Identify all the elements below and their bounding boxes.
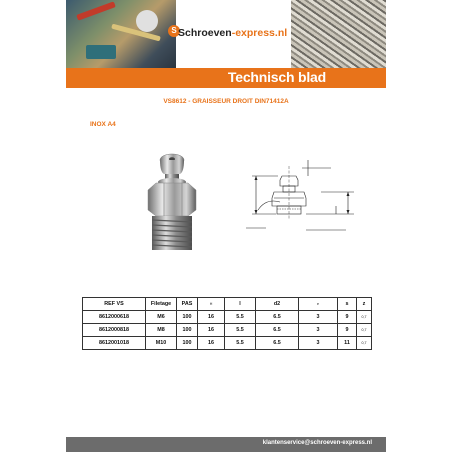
table-header-row <box>83 298 372 311</box>
cell-ref: 8612000818 <box>83 324 146 337</box>
cell-s: 11 <box>338 337 357 350</box>
cell-e: 3 <box>299 311 338 324</box>
cell-ref: 8612001018 <box>83 337 146 350</box>
header-s: s <box>338 298 357 311</box>
cell-pas: 100 <box>177 337 198 350</box>
header-d2: d2 <box>256 298 299 311</box>
footer-email-link[interactable]: klantenservice@schroeven-express.nl <box>262 440 372 446</box>
header-e: e <box>299 298 338 311</box>
cell-l: 5.5 <box>225 324 256 337</box>
cell-s: 9 <box>338 311 357 324</box>
cell-s: 9 <box>338 324 357 337</box>
footer-bar <box>66 437 386 452</box>
cell-ref: 8612000618 <box>83 311 146 324</box>
cell-h: 16 <box>198 311 225 324</box>
spec-table <box>82 297 372 350</box>
cell-l: 5.5 <box>225 337 256 350</box>
header-pas: PAS <box>177 298 198 311</box>
cell-pas: 100 <box>177 324 198 337</box>
document-sheet <box>66 0 386 452</box>
header-filetage: Filetage <box>146 298 177 311</box>
cell-z: 0,7 <box>357 324 372 337</box>
cell-h: 16 <box>198 324 225 337</box>
logo[interactable] <box>178 27 287 39</box>
grease-nipple-image <box>126 150 216 255</box>
logo-accent-text: -express.nl <box>231 27 288 39</box>
cell-l: 5.5 <box>225 311 256 324</box>
cell-filetage: M8 <box>146 324 177 337</box>
cell-pas: 100 <box>177 311 198 324</box>
cell-filetage: M10 <box>146 337 177 350</box>
cell-z: 0,7 <box>357 337 372 350</box>
product-subtitle: VS8612 - GRAISSEUR DROIT DIN71412A <box>163 98 289 105</box>
logo-icon: S <box>168 25 180 37</box>
material-label: INOX A4 <box>90 121 116 128</box>
header-ref: REF VS <box>83 298 146 311</box>
cell-e: 3 <box>299 324 338 337</box>
screws-photo <box>291 0 386 68</box>
technical-drawing <box>236 158 366 248</box>
cell-z: 0,7 <box>357 311 372 324</box>
table-row <box>83 337 372 350</box>
header-z: z <box>357 298 372 311</box>
logo-main-text: Schroeven <box>178 27 232 39</box>
cell-h: 16 <box>198 337 225 350</box>
title-bar <box>66 68 386 88</box>
cell-d2: 6.5 <box>256 311 299 324</box>
cell-filetage: M6 <box>146 311 177 324</box>
header-h: H <box>198 298 225 311</box>
page-title: Technisch blad <box>227 69 326 85</box>
cell-d2: 6.5 <box>256 337 299 350</box>
header-l: l <box>225 298 256 311</box>
table-row <box>83 311 372 324</box>
cell-d2: 6.5 <box>256 324 299 337</box>
table-row <box>83 324 372 337</box>
tools-photo <box>66 0 176 68</box>
cell-e: 3 <box>299 337 338 350</box>
